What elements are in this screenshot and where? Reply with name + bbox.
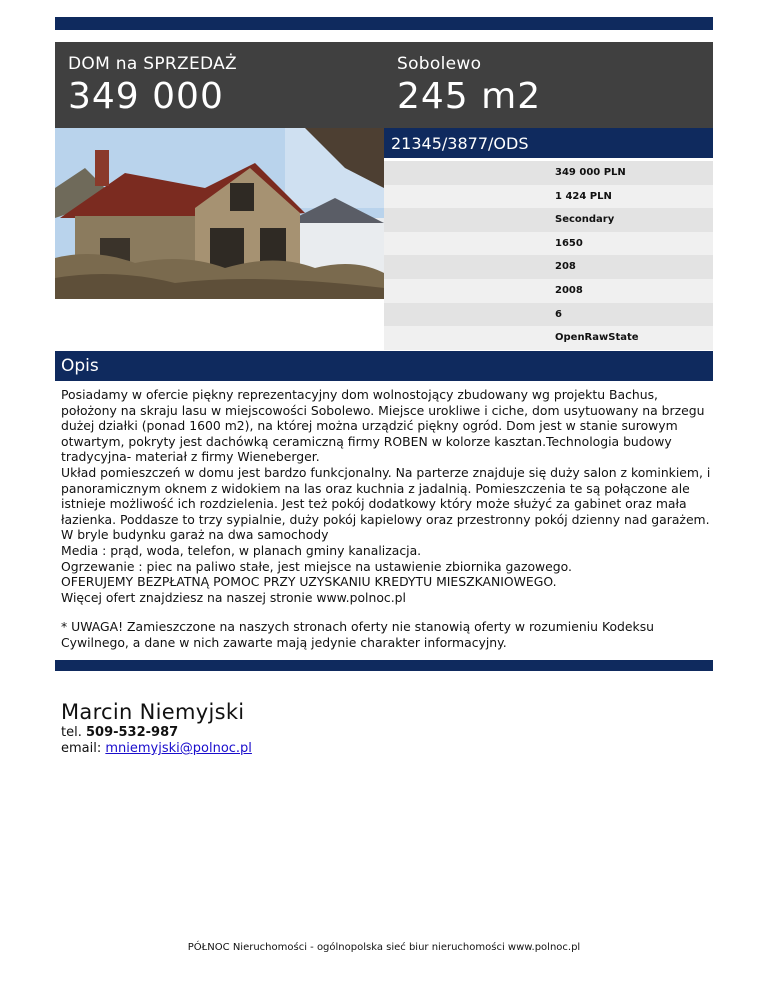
property-area: 245 m2 xyxy=(397,76,542,117)
detail-row-value: 208 xyxy=(384,255,713,279)
property-location: Sobolewo xyxy=(397,54,482,74)
agent-phone: 509-532-987 xyxy=(85,725,179,740)
detail-row-rooms: 6 xyxy=(384,303,713,327)
bottom-divider-bar xyxy=(55,660,713,671)
agent-phone-line xyxy=(61,725,252,740)
description-heading: Opis xyxy=(55,351,713,381)
property-type: DOM na SPRZEDAŻ xyxy=(68,54,237,74)
detail-row-state: OpenRawState xyxy=(384,326,713,350)
agent-email-link[interactable]: mniemyjski@polnoc.pl xyxy=(105,741,252,756)
listing-header xyxy=(55,42,713,128)
property-price: 349 000 xyxy=(68,76,224,117)
reference-number: 21345/3877/ODS xyxy=(384,128,713,158)
agent-name: Marcin Niemyjski xyxy=(61,700,245,724)
detail-row-lot-area: 1650 xyxy=(384,232,713,256)
top-divider-bar xyxy=(55,17,713,30)
header-right xyxy=(397,54,541,117)
agent-contact xyxy=(61,700,252,756)
detail-row-price: 349 000 PLN xyxy=(384,161,713,185)
house-photo-illustration xyxy=(55,128,384,299)
header-left xyxy=(68,54,237,117)
detail-row-year: 2008 xyxy=(384,279,713,303)
detail-row-price-per-m2: 1 424 PLN xyxy=(384,185,713,209)
detail-row-market: Secondary xyxy=(384,208,713,232)
description-text: Posiadamy w ofercie piękny reprezentacyjny dom wolnostojący zbudowany wg projektu Bachus, położony na skraju lasu w miejscowości Sobolewo. Miejsce urokliwe i ciche, dom usytuowany na brzegu dużej działki (ponad 1600 m2), na której można urządzić piękny ogród. Dom jest w stanie surowym otwartym, pokryty jest dachówką ceramiczną firmy ROBEN w kolorze kasztan.Technologia budowy tradycyjna- materiał z firmy Wieneberger. Układ pomieszczeń w domu jest bardzo funkcjonalny. Na parterze znajduje się duży salon z kominkiem, i panoramicznym oknem z widokiem na las oraz kuchnia z jadalnią. Pomieszczenia te są połączone ale istnieje możliwość ich rozdzielenia. Jest też pokój dodatkowy który może służyć za gabinet oraz mała łazienka. Poddasze to trzy sypialnie, duży pokój kapielowy oraz przestronny pokój dzienny nad garażem. W bryle budynku garaż na dwa samochody Media : prąd, woda, telefon, w planach gminy kanalizacja. Ogrzewanie : piec na paliwo stałe, jest miejsce na ustawienie zbiornika gazowego. OFERUJEMY BEZPŁATNĄ POMOC PRZY UZYSKANIU KREDYTU MIESZKANIOWEGO. Więcej ofert znajdziesz na naszej stronie www.polnoc.pl xyxy=(61,387,711,605)
details-table xyxy=(384,161,713,350)
property-photo xyxy=(55,128,384,299)
agent-email-line xyxy=(61,741,252,756)
email-label: email: xyxy=(61,741,106,756)
phone-label: tel. xyxy=(61,725,86,740)
disclaimer-text: * UWAGA! Zamieszczone na naszych stronach oferty nie stanowią oferty w rozumieniu Kodeksu Cywilnego, a dane w nich zawarte mają jedynie charakter informacyjny. xyxy=(61,619,655,650)
description-section xyxy=(61,387,711,651)
page-footer: PÓŁNOC Nieruchomości - ogólnopolska sieć biur nieruchomości www.polnoc.pl xyxy=(187,942,581,953)
